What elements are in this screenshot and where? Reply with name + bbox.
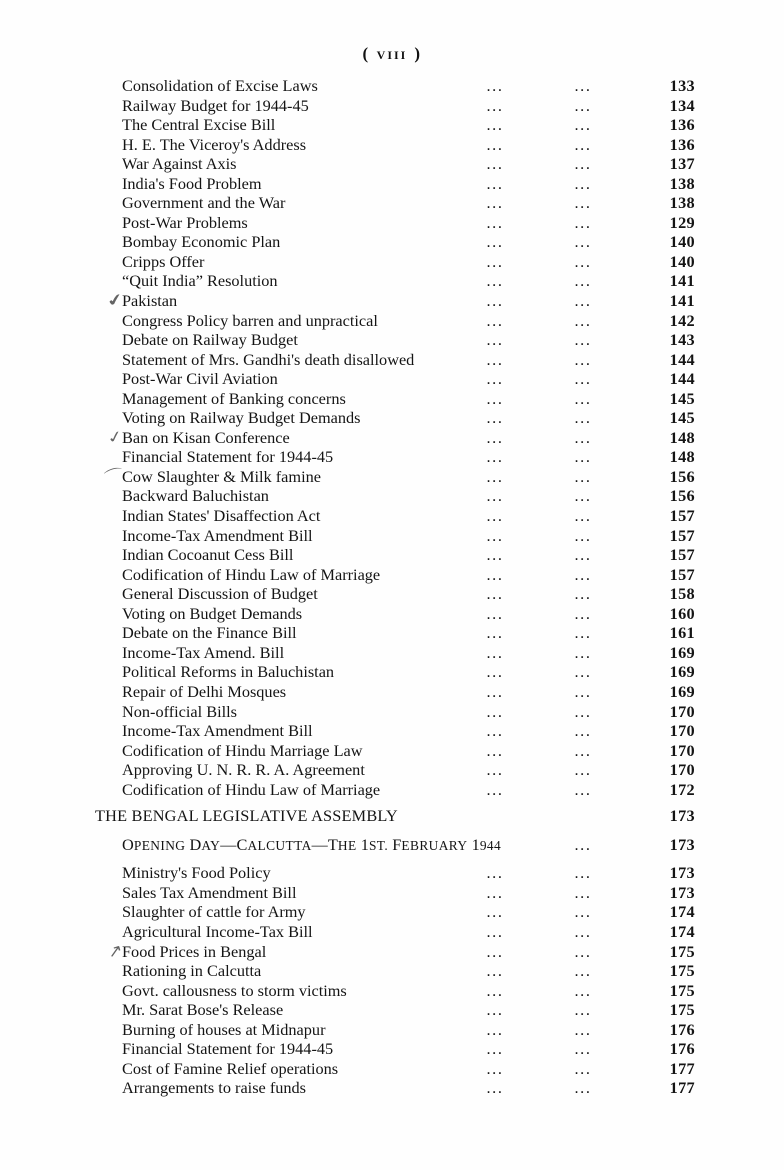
leader-dots-column-2: ...: [574, 1039, 592, 1059]
toc-entry-page-number: 161: [669, 623, 695, 643]
toc-entry[interactable]: [95, 1000, 695, 1020]
toc-entry[interactable]: [95, 643, 695, 663]
leader-dots-column-1: ...: [486, 642, 504, 662]
toc-entry-title: “Quit India” Resolution: [122, 271, 278, 291]
toc-entry-page-number: 170: [669, 721, 695, 741]
leader-dots-column-1: ...: [486, 349, 504, 369]
leader-dots-column-2: ...: [574, 662, 592, 682]
leader-dots-column-1: ...: [486, 251, 504, 271]
leader-dots-column-2: ...: [574, 388, 592, 408]
leader-dots-column-2: ...: [574, 447, 592, 467]
leader-dots-column-2: ...: [574, 564, 592, 584]
leader-dots-column-1: ...: [486, 173, 504, 193]
toc-entry-page-number: 176: [669, 1039, 695, 1059]
toc-entry[interactable]: [95, 662, 695, 682]
toc-entry[interactable]: [95, 193, 695, 213]
toc-entry-title: Repair of Delhi Mosques: [122, 681, 287, 701]
leader-dots-column-2: ...: [574, 212, 592, 232]
toc-entry[interactable]: [95, 702, 695, 722]
leader-dots-column-1: ...: [486, 427, 504, 447]
toc-entry-title: India's Food Problem: [122, 173, 262, 193]
toc-entry-page-number: 133: [669, 76, 695, 95]
folio-page-number: viii: [376, 44, 408, 63]
toc-section-heading-bengal-legislative-assembly: [95, 806, 695, 826]
leader-dots-column-2: ...: [574, 525, 592, 545]
toc-entry-title: Food Prices in Bengal: [122, 941, 267, 961]
leader-dots-column-1: ...: [486, 388, 504, 408]
leader-dots-column-2: ...: [574, 427, 592, 447]
toc-subheading-opening-day: [95, 835, 695, 855]
toc-entry-page-number: 175: [669, 1000, 695, 1020]
leader-dots-column-1: ...: [486, 76, 504, 95]
toc-entry-page-number: 173: [669, 863, 695, 883]
leader-dots-column-2: ...: [574, 486, 592, 506]
toc-entry-title: Govt. callousness to storm victims: [122, 980, 347, 1000]
handwritten-check-mark: ✔: [105, 289, 126, 311]
handwritten-check-mark: ↗: [105, 939, 126, 962]
toc-entry[interactable]: [95, 389, 695, 409]
toc-entry-page-number: 169: [669, 642, 695, 662]
leader-dots-column-2: ...: [574, 271, 592, 291]
leader-dots-column-2: ...: [574, 545, 592, 565]
leader-dots-column-2: ...: [574, 721, 592, 741]
toc-entry[interactable]: [95, 760, 695, 780]
leader-dots-column-1: ...: [486, 310, 504, 330]
toc-entry-title: General Discussion of Budget: [122, 584, 318, 604]
toc-entry-page-number: 129: [669, 212, 695, 232]
leader-dots-column-1: ...: [486, 95, 504, 115]
toc-entry-title: Bombay Economic Plan: [122, 232, 281, 252]
toc-entry[interactable]: [95, 350, 695, 370]
leader-dots-column-1: ...: [486, 603, 504, 623]
leader-dots-subheading: ...: [574, 834, 592, 854]
leader-dots-column-1: ...: [486, 134, 504, 154]
leader-dots-column-2: ...: [574, 349, 592, 369]
leader-dots-column-1: ...: [486, 330, 504, 350]
leader-dots-column-1: ...: [486, 760, 504, 780]
leader-dots-column-1: ...: [486, 545, 504, 565]
folio-close-paren: ): [414, 44, 422, 63]
leader-dots-column-1: ...: [486, 1000, 504, 1020]
leader-dots-column-2: ...: [574, 603, 592, 623]
subheading-label: OPENING DAY—CALCUTTA—THE 1ST. FEBRUARY 1944: [122, 834, 502, 854]
toc-entry[interactable]: [95, 271, 695, 291]
leader-dots-column-1: ...: [486, 408, 504, 428]
toc-entry-title: Cow Slaughter & Milk famine: [122, 466, 321, 486]
toc-entry[interactable]: [95, 883, 695, 903]
toc-entry-page-number: 170: [669, 701, 695, 721]
leader-dots-column-2: ...: [574, 251, 592, 271]
leader-dots-column-1: ...: [486, 212, 504, 232]
toc-entry-title: Sales Tax Amendment Bill: [122, 882, 297, 902]
leader-dots-column-1: ...: [486, 882, 504, 902]
toc-entry-page-number: 140: [669, 232, 695, 252]
leader-dots-column-2: ...: [574, 506, 592, 526]
toc-entry-title: Codification of Hindu Law of Marriage: [122, 564, 381, 584]
toc-entry-group-bengal-assembly: [95, 863, 695, 1098]
leader-dots-column-1: ...: [486, 1078, 504, 1098]
leader-dots-column-1: ...: [486, 466, 504, 486]
toc-entry-title: Debate on the Finance Bill: [122, 623, 297, 643]
toc-entry-title: Income-Tax Amendment Bill: [122, 721, 313, 741]
leader-dots-column-1: ...: [486, 1058, 504, 1078]
leader-dots-column-2: ...: [574, 369, 592, 389]
toc-entry-title: Indian States' Disaffection Act: [122, 506, 321, 526]
toc-entry-page-number: 134: [669, 95, 695, 115]
leader-dots-column-2: ...: [574, 95, 592, 115]
toc-entry-page-number: 157: [669, 525, 695, 545]
toc-entry[interactable]: [95, 526, 695, 546]
toc-entry[interactable]: [95, 1078, 695, 1098]
toc-entry[interactable]: [95, 565, 695, 585]
folio-open-paren: (: [362, 44, 370, 63]
toc-entry-page-number: 173: [669, 882, 695, 902]
leader-dots-column-2: ...: [574, 154, 592, 174]
toc-entry-title: Cripps Offer: [122, 251, 205, 271]
leader-dots-column-1: ...: [486, 961, 504, 981]
toc-entry-title: Railway Budget for 1944-45: [122, 95, 309, 115]
leader-dots-column-1: ...: [486, 584, 504, 604]
toc-entry-page-number: 141: [669, 291, 695, 311]
toc-entry-title: Consolidation of Excise Laws: [122, 76, 318, 95]
leader-dots-column-2: ...: [574, 76, 592, 95]
leader-dots-column-2: ...: [574, 330, 592, 350]
leader-dots-column-2: ...: [574, 921, 592, 941]
toc-entry-title: Codification of Hindu Marriage Law: [122, 740, 363, 760]
toc-entry[interactable]: [95, 291, 695, 311]
toc-entry-title: Financial Statement for 1944-45: [122, 447, 334, 467]
leader-dots-column-1: ...: [486, 662, 504, 682]
leader-dots-column-2: ...: [574, 466, 592, 486]
toc-entry-page-number: 144: [669, 349, 695, 369]
toc-entry-page-number: 145: [669, 388, 695, 408]
leader-dots-column-2: ...: [574, 115, 592, 135]
leader-dots-column-2: ...: [574, 1058, 592, 1078]
toc-entry[interactable]: [95, 174, 695, 194]
leader-dots-column-2: ...: [574, 134, 592, 154]
toc-entry[interactable]: [95, 902, 695, 922]
leader-dots-column-2: ...: [574, 779, 592, 799]
toc-entry-page-number: 175: [669, 961, 695, 981]
toc-entry[interactable]: [95, 76, 695, 96]
section-heading-label: THE BENGAL LEGISLATIVE ASSEMBLY: [95, 806, 398, 826]
toc-entry[interactable]: [95, 506, 695, 526]
toc-entry-title: Ban on Kisan Conference: [122, 427, 290, 447]
toc-entry-page-number: 136: [669, 115, 695, 135]
leader-dots-column-1: ...: [486, 154, 504, 174]
leader-dots-column-2: ...: [574, 701, 592, 721]
leader-dots-column-1: ...: [486, 506, 504, 526]
leader-dots-column-1: ...: [486, 701, 504, 721]
toc-entry-title: Cost of Famine Relief operations: [122, 1058, 339, 1078]
toc-entry[interactable]: [95, 863, 695, 883]
toc-entry[interactable]: [95, 369, 695, 389]
toc-entry[interactable]: [95, 213, 695, 233]
leader-dots-column-1: ...: [486, 863, 504, 883]
toc-entry-page-number: 172: [669, 779, 695, 799]
toc-entry[interactable]: [95, 961, 695, 981]
toc-entry[interactable]: [95, 428, 695, 448]
leader-dots-column-1: ...: [486, 980, 504, 1000]
toc-entry[interactable]: [95, 232, 695, 252]
toc-entry-title: Political Reforms in Baluchistan: [122, 662, 335, 682]
toc-entry[interactable]: [95, 447, 695, 467]
toc-entry-title: Slaughter of cattle for Army: [122, 902, 306, 922]
toc-entry-page-number: 177: [669, 1078, 695, 1098]
toc-entry-page-number: 148: [669, 447, 695, 467]
toc-entry-page-number: 156: [669, 466, 695, 486]
toc-entry-title: Approving U. N. R. R. A. Agreement: [122, 760, 365, 780]
toc-entry-page-number: 138: [669, 173, 695, 193]
toc-entry[interactable]: [95, 939, 695, 962]
toc-entry-page-number: 175: [669, 980, 695, 1000]
toc-entry-title: Statement of Mrs. Gandhi's death disallowed: [122, 349, 415, 369]
toc-entry-title: Debate on Railway Budget: [122, 330, 298, 350]
toc-entry[interactable]: [95, 922, 695, 942]
toc-entry-title: The Central Excise Bill: [122, 115, 276, 135]
toc-entry-page-number: 170: [669, 740, 695, 760]
toc-entry-title: Backward Baluchistan: [122, 486, 269, 506]
toc-entry-title: Congress Policy barren and unpractical: [122, 310, 378, 330]
toc-entry-page-number: 160: [669, 603, 695, 623]
leader-dots-column-1: ...: [486, 921, 504, 941]
toc-entry-title: Post-War Problems: [122, 212, 248, 232]
toc-entry-title: Rationing in Calcutta: [122, 961, 262, 981]
toc-entry[interactable]: [95, 154, 695, 174]
toc-entry[interactable]: [95, 780, 695, 800]
leader-dots-column-2: ...: [574, 291, 592, 311]
leader-dots-column-1: ...: [486, 447, 504, 467]
toc-entry-page-number: 174: [669, 902, 695, 922]
toc-entry-page-number: 145: [669, 408, 695, 428]
subheading-page-number: 173: [669, 834, 695, 854]
toc-entry[interactable]: [95, 252, 695, 272]
toc-entry[interactable]: [95, 741, 695, 761]
toc-entry[interactable]: [95, 623, 695, 643]
toc-entry[interactable]: [95, 604, 695, 624]
toc-entry-title: Management of Banking concerns: [122, 388, 346, 408]
toc-entry-title: Non-official Bills: [122, 701, 238, 721]
toc-entry-page-number: 137: [669, 154, 695, 174]
leader-dots-column-2: ...: [574, 232, 592, 252]
leader-dots-column-2: ...: [574, 882, 592, 902]
leader-dots-column-2: ...: [574, 173, 592, 193]
toc-entry-title: Pakistan: [122, 291, 178, 311]
toc-entry-page-number: 140: [669, 251, 695, 271]
leader-dots-column-1: ...: [486, 721, 504, 741]
toc-entry-page-number: 169: [669, 662, 695, 682]
leader-dots-column-2: ...: [574, 961, 592, 981]
leader-dots-column-1: ...: [486, 271, 504, 291]
leader-dots-column-2: ...: [574, 902, 592, 922]
leader-dots-column-2: ...: [574, 1000, 592, 1020]
leader-dots-column-1: ...: [486, 902, 504, 922]
toc-entry-page-number: 141: [669, 271, 695, 291]
leader-dots-column-1: ...: [486, 681, 504, 701]
table-of-contents: [95, 76, 695, 1098]
toc-entry[interactable]: [95, 682, 695, 702]
leader-dots-column-1: ...: [486, 564, 504, 584]
toc-entry-title: Indian Cocoanut Cess Bill: [122, 545, 294, 565]
toc-entry[interactable]: [95, 545, 695, 565]
handwritten-check-mark: ✓: [105, 426, 126, 448]
toc-entry[interactable]: [95, 311, 695, 331]
toc-entry-title: Voting on Railway Budget Demands: [122, 408, 361, 428]
toc-entry[interactable]: [95, 464, 695, 488]
leader-dots-column-2: ...: [574, 642, 592, 662]
leader-dots-column-1: ...: [486, 779, 504, 799]
toc-entry-title: Ministry's Food Policy: [122, 863, 271, 883]
toc-entry-page-number: 136: [669, 134, 695, 154]
toc-entry-group-central-assembly: [95, 76, 695, 799]
toc-entry-title: Government and the War: [122, 193, 286, 213]
toc-entry[interactable]: [95, 96, 695, 116]
toc-entry-page-number: 170: [669, 760, 695, 780]
leader-dots-column-1: ...: [486, 291, 504, 311]
toc-entry[interactable]: [95, 408, 695, 428]
handwritten-check-mark: ⌒: [102, 464, 126, 488]
leader-dots-column-2: ...: [574, 740, 592, 760]
leader-dots-column-2: ...: [574, 681, 592, 701]
toc-entry[interactable]: [95, 115, 695, 135]
toc-entry[interactable]: [95, 486, 695, 506]
leader-dots-column-1: ...: [486, 525, 504, 545]
leader-dots-column-2: ...: [574, 863, 592, 883]
toc-entry-page-number: 148: [669, 427, 695, 447]
leader-dots-column-2: ...: [574, 408, 592, 428]
toc-entry-page-number: 156: [669, 486, 695, 506]
toc-entry-page-number: 175: [669, 941, 695, 961]
leader-dots-column-1: ...: [486, 486, 504, 506]
toc-entry-title: War Against Axis: [122, 154, 237, 174]
leader-dots-column-2: ...: [574, 1078, 592, 1098]
leader-dots-column-1: ...: [486, 193, 504, 213]
toc-entry-page-number: 174: [669, 921, 695, 941]
leader-dots-column-2: ...: [574, 760, 592, 780]
toc-entry-page-number: 157: [669, 545, 695, 565]
toc-entry[interactable]: [95, 1059, 695, 1079]
leader-dots-column-1: ...: [486, 740, 504, 760]
leader-dots-column-1: ...: [486, 941, 504, 961]
toc-entry-page-number: 138: [669, 193, 695, 213]
leader-dots-column-1: ...: [486, 232, 504, 252]
toc-entry-title: Post-War Civil Aviation: [122, 369, 278, 389]
toc-entry-title: Mr. Sarat Bose's Release: [122, 1000, 284, 1020]
toc-entry-title: H. E. The Viceroy's Address: [122, 134, 307, 154]
toc-entry-page-number: 158: [669, 584, 695, 604]
toc-entry-page-number: 169: [669, 681, 695, 701]
leader-dots-column-2: ...: [574, 1019, 592, 1039]
leader-dots-column-2: ...: [574, 584, 592, 604]
toc-entry[interactable]: [95, 1020, 695, 1040]
leader-dots-column-2: ...: [574, 623, 592, 643]
toc-entry-title: Codification of Hindu Law of Marriage: [122, 779, 381, 799]
toc-entry-title: Income-Tax Amend. Bill: [122, 642, 285, 662]
toc-entry-page-number: 144: [669, 369, 695, 389]
toc-entry[interactable]: [95, 135, 695, 155]
toc-entry-page-number: 177: [669, 1058, 695, 1078]
leader-dots-column-1: ...: [486, 1019, 504, 1039]
leader-dots-column-1: ...: [486, 1039, 504, 1059]
leader-dots-column-2: ...: [574, 941, 592, 961]
toc-entry-page-number: 143: [669, 330, 695, 350]
leader-dots-column-1: ...: [486, 369, 504, 389]
toc-entry-page-number: 157: [669, 506, 695, 526]
toc-entry-title: Arrangements to raise funds: [122, 1078, 307, 1098]
toc-entry[interactable]: [95, 330, 695, 350]
toc-entry-page-number: 176: [669, 1019, 695, 1039]
leader-dots-column-2: ...: [574, 980, 592, 1000]
toc-entry[interactable]: [95, 721, 695, 741]
leader-dots-column-1: ...: [486, 623, 504, 643]
toc-entry-title: Voting on Budget Demands: [122, 603, 303, 623]
toc-entry[interactable]: [95, 1039, 695, 1059]
leader-dots-column-2: ...: [574, 193, 592, 213]
toc-entry-title: Income-Tax Amendment Bill: [122, 525, 313, 545]
toc-entry[interactable]: [95, 981, 695, 1001]
leader-dots-column-2: ...: [574, 310, 592, 330]
toc-entry[interactable]: [95, 584, 695, 604]
toc-entry-title: Financial Statement for 1944-45: [122, 1039, 334, 1059]
section-heading-page-number: 173: [669, 806, 695, 826]
toc-entry-title: Agricultural Income-Tax Bill: [122, 921, 313, 941]
toc-entry-title: Burning of houses at Midnapur: [122, 1019, 326, 1039]
toc-entry-page-number: 157: [669, 564, 695, 584]
leader-dots-column-1: ...: [486, 115, 504, 135]
page-folio: [0, 44, 784, 64]
toc-entry-page-number: 142: [669, 310, 695, 330]
